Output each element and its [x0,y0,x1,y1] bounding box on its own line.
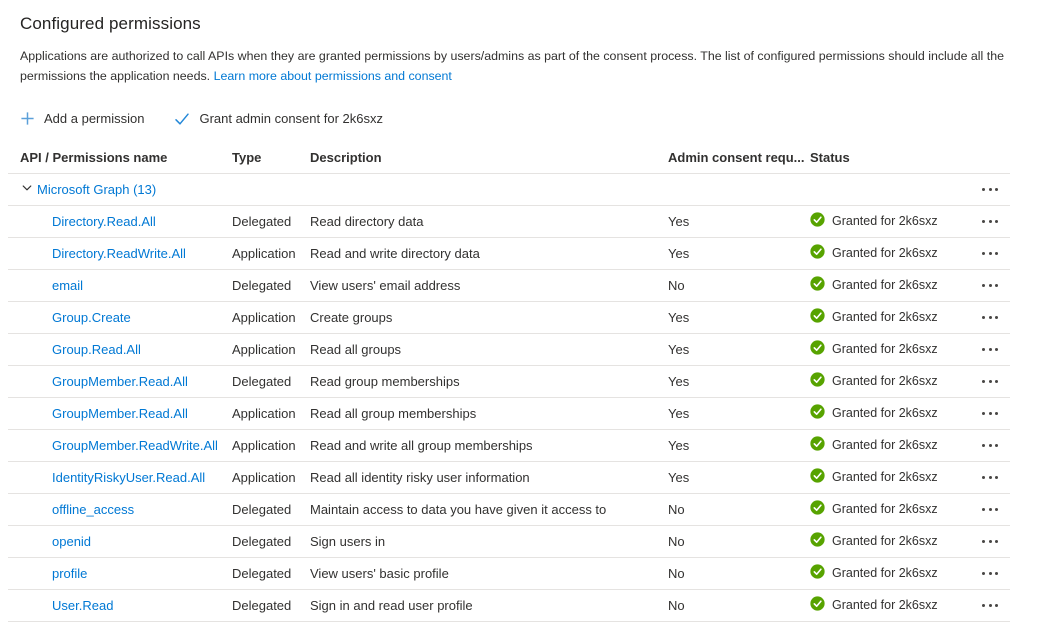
permission-type: Delegated [232,373,292,389]
status-badge [810,404,975,422]
admin-consent-required-value: Yes [668,405,690,421]
table-row [8,270,1010,302]
grant-admin-consent-button[interactable] [174,111,383,126]
admin-consent-required-value: Yes [668,437,690,453]
permission-type: Application [232,405,296,421]
page-title: Configured permissions [20,14,201,33]
admin-consent-required-value: Yes [668,309,690,325]
permission-description: Read all group memberships [310,405,477,421]
row-more-button[interactable] [980,408,1000,419]
permission-description: View users' basic profile [310,565,449,581]
grant-admin-consent-label: Grant admin consent for 2k6sxz [199,111,383,127]
permission-description: Read and write all group memberships [310,437,533,453]
chevron-down-icon [21,182,33,197]
table-row [8,526,1010,558]
table-row [8,462,1010,494]
permission-name-link[interactable]: Directory.ReadWrite.All [52,245,186,261]
table-row [8,302,1010,334]
permission-name-link[interactable]: Group.Create [52,309,131,325]
more-options-icon [982,604,998,607]
permission-description: Read directory data [310,213,424,229]
table-row [8,494,1010,526]
permission-name-link[interactable]: GroupMember.Read.All [52,405,188,421]
more-options-icon [982,316,998,319]
permission-type: Application [232,437,296,453]
page-description-text: Applications are authorized to call APIs when they are granted permissions by users/admins as part of the consent process. The list of configured permissions should include all the permissions the application needs. [20,49,1004,83]
permission-name-link[interactable]: Directory.Read.All [52,213,156,229]
permission-type: Delegated [232,565,292,581]
column-header-status: Status [810,150,850,166]
granted-check-icon [810,564,825,582]
permission-description: View users' email address [310,277,461,293]
permission-description: Create groups [310,309,393,325]
permission-name-link[interactable]: GroupMember.Read.All [52,373,188,389]
column-header-admin-consent: Admin consent requ... [668,150,805,166]
check-icon [174,112,190,126]
granted-check-icon [810,404,825,422]
granted-check-icon [810,276,825,294]
column-header-name: API / Permissions name [20,150,168,166]
page-description [20,47,1032,87]
admin-consent-required-value: Yes [668,469,690,485]
more-options-icon [982,220,998,223]
status-badge [810,532,975,550]
permission-type: Delegated [232,501,292,517]
more-options-icon [982,284,998,287]
more-options-icon [982,412,998,415]
table-row [8,334,1010,366]
permission-name-link[interactable]: email [52,277,84,293]
permission-description: Read all groups [310,341,402,357]
column-header-type: Type [232,150,262,166]
table-header-row [8,143,1010,174]
table-row [8,430,1010,462]
permission-name-link[interactable]: offline_access [52,501,135,517]
more-options-icon [982,508,998,511]
row-more-button[interactable] [980,536,1000,547]
permission-description: Maintain access to data you have given it access to [310,501,607,517]
permission-description: Read and write directory data [310,245,480,261]
permission-description: Sign in and read user profile [310,597,473,613]
table-row [8,558,1010,590]
status-text: Granted for 2k6sxz [832,406,938,421]
more-options-icon [982,252,998,255]
admin-consent-required-value: Yes [668,213,690,229]
row-more-button[interactable] [980,600,1000,611]
plus-icon [20,111,35,126]
status-text: Granted for 2k6sxz [832,470,938,485]
permission-type: Delegated [232,277,292,293]
permission-type: Application [232,245,296,261]
permission-description: Sign users in [310,533,386,549]
permissions-table [8,143,1010,622]
row-more-button[interactable] [980,568,1000,579]
status-badge [810,564,975,582]
row-more-button[interactable] [980,312,1000,323]
admin-consent-required-value: Yes [668,373,690,389]
group-expand-toggle[interactable] [21,182,156,197]
status-text: Granted for 2k6sxz [832,438,938,453]
table-row [8,398,1010,430]
status-badge [810,276,975,294]
status-badge [810,500,975,518]
row-more-button[interactable] [980,376,1000,387]
more-options-icon [982,540,998,543]
status-text: Granted for 2k6sxz [832,310,938,325]
permission-name-link[interactable]: GroupMember.ReadWrite.All [52,437,218,453]
more-options-icon [982,188,998,191]
row-more-button[interactable] [980,248,1000,259]
status-text: Granted for 2k6sxz [832,246,938,261]
more-options-icon [982,380,998,383]
add-permission-button[interactable] [20,111,144,126]
status-badge [810,212,975,230]
granted-check-icon [810,532,825,550]
permission-type: Application [232,469,296,485]
granted-check-icon [810,468,825,486]
column-header-description: Description [310,150,382,166]
admin-consent-required-value: No [668,597,685,613]
permission-name-link[interactable]: User.Read [52,597,114,613]
row-more-button[interactable] [980,440,1000,451]
status-text: Granted for 2k6sxz [832,566,938,581]
granted-check-icon [810,372,825,390]
row-more-button[interactable] [980,504,1000,515]
status-text: Granted for 2k6sxz [832,534,938,549]
more-options-icon [982,348,998,351]
granted-check-icon [810,340,825,358]
permissions-table-body [8,206,1010,622]
granted-check-icon [810,436,825,454]
table-row [8,366,1010,398]
table-row [8,238,1010,270]
granted-check-icon [810,500,825,518]
more-options-icon [982,444,998,447]
status-badge [810,436,975,454]
permission-name-link[interactable]: IdentityRiskyUser.Read.All [52,469,206,485]
granted-check-icon [810,308,825,326]
status-badge [810,308,975,326]
status-text: Granted for 2k6sxz [832,502,938,517]
granted-check-icon [810,596,825,614]
api-group-row [8,174,1010,206]
permission-type: Delegated [232,597,292,613]
permission-type: Delegated [232,533,292,549]
permission-description: Read group memberships [310,373,460,389]
permission-name-link[interactable]: Group.Read.All [52,341,141,357]
status-badge [810,596,975,614]
row-more-button[interactable] [980,216,1000,227]
granted-check-icon [810,244,825,262]
permission-type: Delegated [232,213,292,229]
admin-consent-required-value: No [668,501,685,517]
command-bar [20,108,1037,130]
status-text: Granted for 2k6sxz [832,342,938,357]
status-badge [810,468,975,486]
table-row [8,206,1010,238]
status-text: Granted for 2k6sxz [832,278,938,293]
status-text: Granted for 2k6sxz [832,214,938,229]
status-text: Granted for 2k6sxz [832,598,938,613]
table-row [8,590,1010,622]
admin-consent-required-value: No [668,533,685,549]
row-more-button[interactable] [980,472,1000,483]
admin-consent-required-value: No [668,565,685,581]
status-badge [810,244,975,262]
row-more-button[interactable] [980,280,1000,291]
group-more-button[interactable] [980,184,1000,195]
permission-name-link[interactable]: profile [52,565,88,581]
status-badge [810,372,975,390]
status-text: Granted for 2k6sxz [832,374,938,389]
permission-type: Application [232,309,296,325]
status-badge [810,340,975,358]
row-more-button[interactable] [980,344,1000,355]
api-group-label[interactable]: Microsoft Graph (13) [37,181,157,197]
permission-name-link[interactable]: openid [52,533,92,549]
permission-description: Read all identity risky user information [310,469,530,485]
add-permission-label: Add a permission [44,111,145,127]
granted-check-icon [810,212,825,230]
admin-consent-required-value: Yes [668,245,690,261]
more-options-icon [982,476,998,479]
more-options-icon [982,572,998,575]
admin-consent-required-value: Yes [668,341,690,357]
admin-consent-required-value: No [668,277,685,293]
learn-more-link[interactable]: Learn more about permissions and consent [213,68,452,83]
permission-type: Application [232,341,296,357]
